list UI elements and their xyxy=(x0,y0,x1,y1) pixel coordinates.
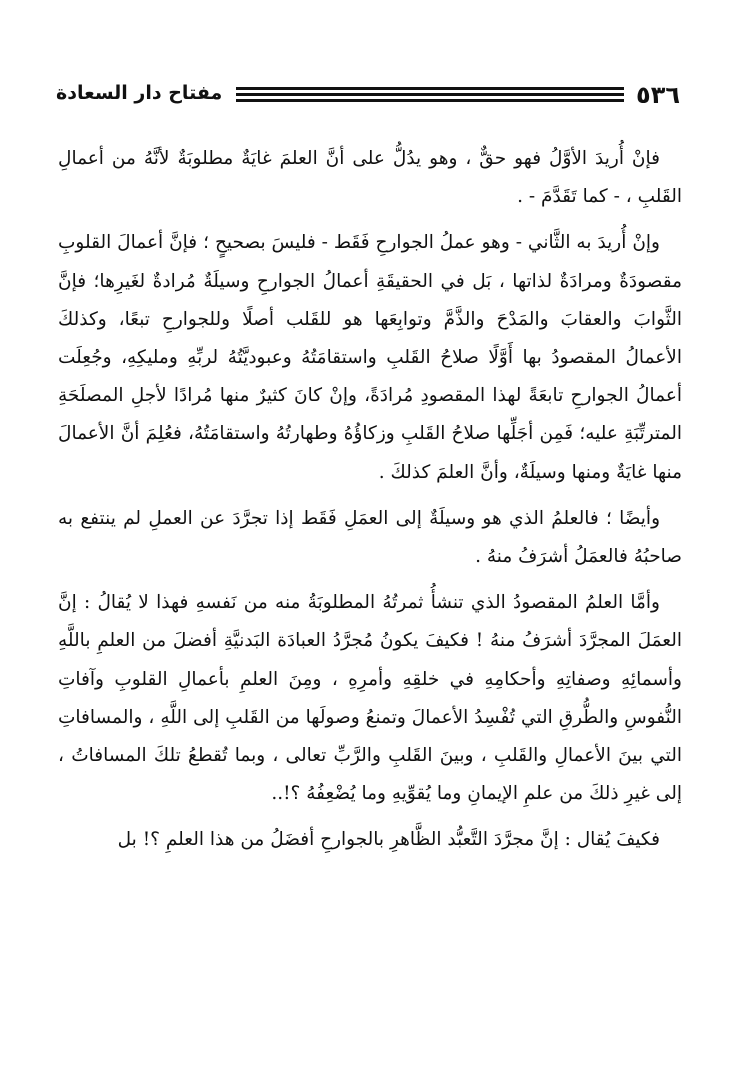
page-number: ٥٣٦ xyxy=(636,81,680,109)
header-rule xyxy=(236,99,624,102)
header-rule xyxy=(236,87,624,90)
paragraph: وأمَّا العلمُ المقصودُ الذي تنشأُ ثمرتُهُ المطلوبَةُ منه من نَفسهِ فهذا لا يُقالُ : إنَّ العمَلَ المجرَّدَ أشرَفُ منهُ ! فكيفَ يكونُ مُجرَّدُ العبادَة البَدنيَّةِ أفضلَ من العلمِ باللَّهِ وأسمائِهِ وصفاتِهِ وأحكامِهِ في خلقِهِ وأمرِهِ ، ومِنَ العلمِ بأعمالِ القلوبِ وآفاتِ النُّفوسِ والطُّرقِ التي تُفْسِدُ الأعمالَ وتمنعُ وصولَها من القَلبِ إلى اللَّهِ ، والمسافاتِ التي بينَ الأعمالِ والقَلبِ ، وبينَ القَلبِ والرَّبِّ تعالى ، وبما تُقطعُ تلكَ المسافاتُ ، إلى غيرِ ذلكَ من علمِ الإيمانِ وما يُقوِّيهِ وما يُضْعِفُهُ ؟!.. xyxy=(58,592,682,805)
page-body xyxy=(58,140,682,868)
page-header xyxy=(56,80,680,114)
paragraph: فكيفَ يُقال : إنَّ مجرَّدَ التَّعبُّد الظَّاهرِ بالجوارحِ أفضَلُ من هذا العلمِ ؟! بل xyxy=(117,829,660,851)
header-rule xyxy=(236,93,624,96)
paragraph: فإنْ أُريدَ الأوَّلُ فهو حقٌّ ، وهو يدُلُّ على أنَّ العلمَ غايَةٌ مطلوبَةٌ لأنَّهُ من أعمالِ القَلبِ ، - كما تَقَدَّمَ - . xyxy=(58,148,682,208)
paragraph: وأيضًا ؛ فالعلمُ الذي هو وسيلَةٌ إلى العمَلِ فَقَط إذا تجرَّدَ عن العملِ لم ينتفع به صاحبُهُ فالعمَلُ أشرَفُ منهُ . xyxy=(58,507,682,568)
paragraph: وإنْ أُريدَ به الثَّاني - وهو عملُ الجوارحِ فَقَط - فليسَ بصحيحٍ ؛ فإنَّ أعمالَ القلوبِ مقصودَةٌ ومرادَةٌ لذاتها ، بَل في الحقيقَةِ أعمالُ الجوارحِ وسيلَةٌ مُرادةٌ لغَيرِها؛ فإنَّ الثَّوابَ والعقابَ والمَدْحَ والذَّمَّ وتوابِعَها هو للقَلب أصلًا وللجوارحِ تبعًا، وكذلكَ الأعمالُ المقصودُ بها أَوَّلًا صلاحُ القَلبِ واستقامَتُهُ وعبوديَّتُهُ لربِّهِ ومليكِهِ، وجُعِلَت أعمالُ الجوارحِ تابعَةً لهذا المقصودِ مُرادَةً، وإنْ كانَ كثيرٌ منها مُرادًا لأجلِ المصلَحَةِ المترتِّبَةِ عليه؛ فَمِن أجَلِّها صلاحُ القَلبِ وزكاؤُهُ وطهارتُهُ واستقامَتُهُ، فعُلِمَ أنَّ الأعمالَ منها غايَةٌ ومنها وسيلَةٌ، وأنَّ العلمَ كذلكَ . xyxy=(58,232,682,483)
book-title: مفتاح دار السعادة xyxy=(56,82,223,104)
